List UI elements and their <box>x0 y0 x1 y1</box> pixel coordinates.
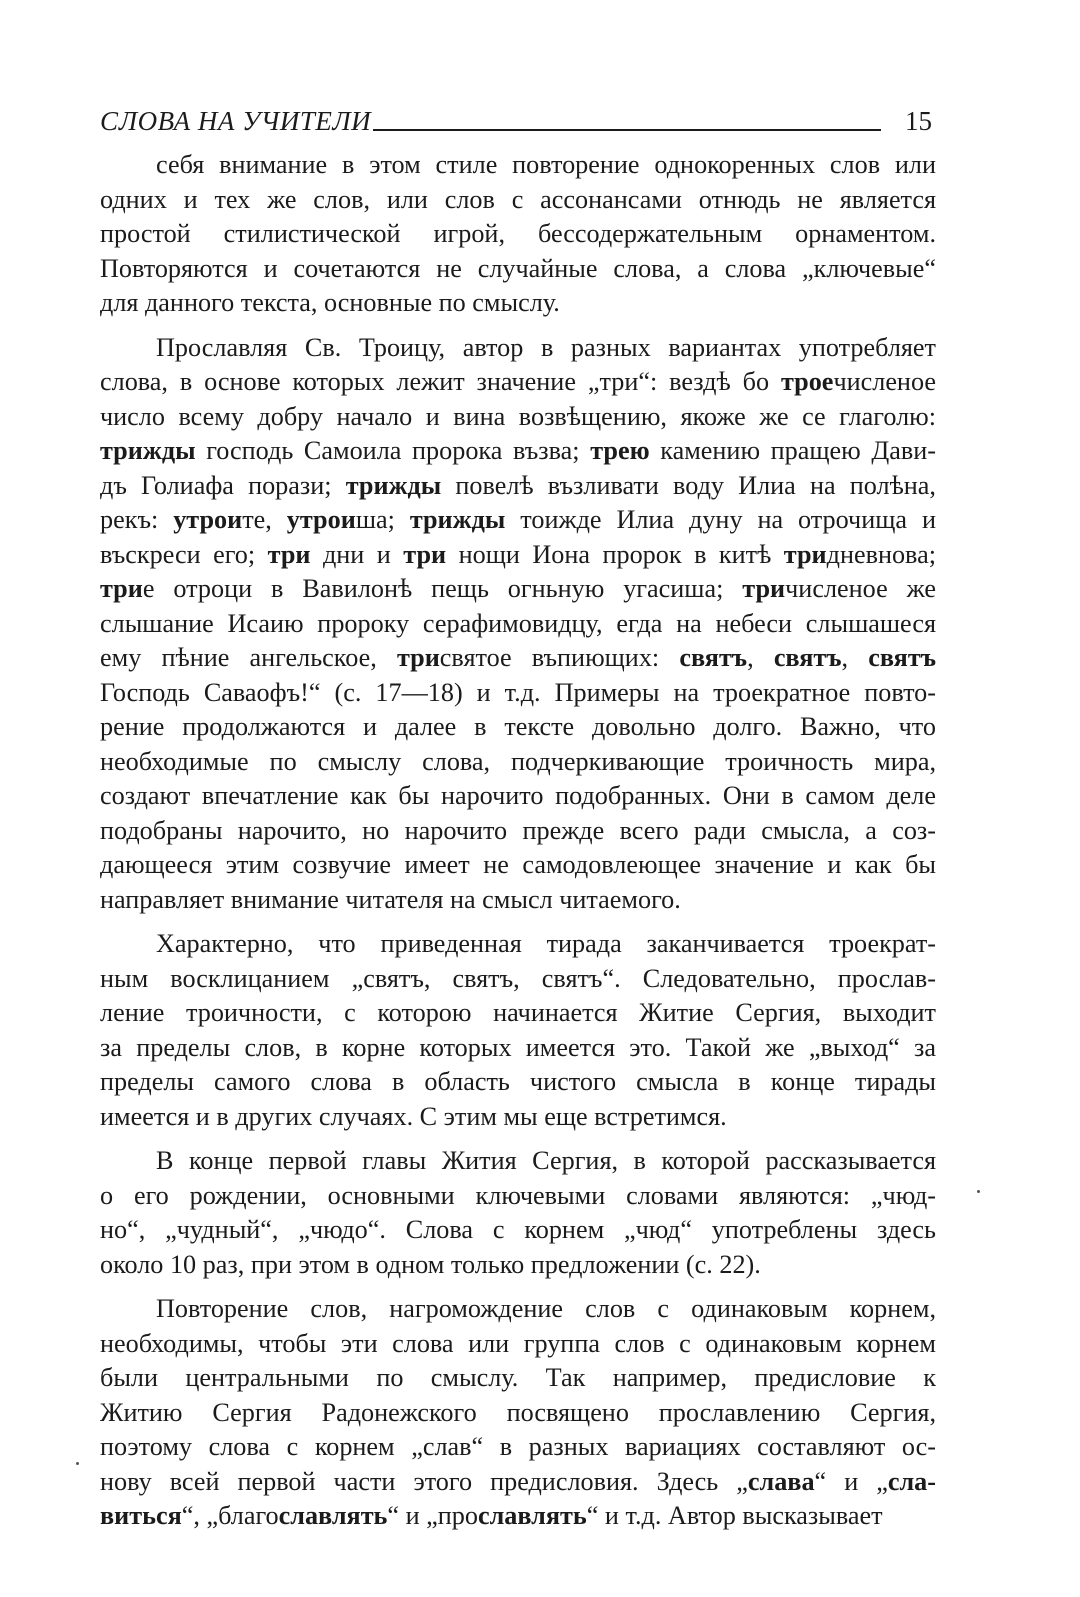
text-line <box>100 814 936 849</box>
text-run: были центральными по смыслу. Так например, предисловие к <box>100 1363 936 1392</box>
book-page <box>100 0 936 1597</box>
bold-emphasis: виться <box>100 1501 182 1530</box>
stray-mark <box>977 1190 980 1193</box>
text-line <box>100 996 936 1031</box>
text-line <box>100 1430 936 1465</box>
text-run: те, <box>242 505 287 534</box>
text-run: В конце первой главы Жития Сергия, в которой рассказывается <box>156 1146 936 1175</box>
text-run: “ и „ <box>814 1466 888 1496</box>
text-run: необходимые по смыслу слова, подчеркивающие троичность мира, <box>100 746 936 776</box>
text-run: ление троичности, с которою начинается Житие Сергия, выходит <box>100 998 936 1027</box>
paragraph <box>100 927 936 1134</box>
text-line <box>100 469 936 504</box>
text-line <box>100 1031 936 1066</box>
text-run: направляет внимание читателя на смысл читаемого. <box>100 884 681 914</box>
text-line <box>100 217 936 252</box>
text-run: тоижде Илиа дуну на отрочища и <box>505 505 936 534</box>
text-line <box>100 1361 936 1396</box>
paragraph <box>100 1292 936 1534</box>
text-line <box>100 252 936 287</box>
text-run: о его рождении, основными ключевыми словами являются: „чюд- <box>100 1180 936 1210</box>
bold-emphasis: три <box>396 643 440 672</box>
text-run: дневнова; <box>826 539 936 569</box>
text-run: для данного текста, основные по смыслу. <box>100 288 560 317</box>
paragraph <box>100 331 936 918</box>
text-run: дъ Голиафа порази; <box>100 470 346 500</box>
text-run: простой стилистической игрой, бессодержательным орнаментом. <box>100 219 936 248</box>
text-run: нощи Иона пророк в китѣ <box>446 539 784 569</box>
text-line <box>100 883 936 918</box>
text-run: , <box>841 643 869 672</box>
text-line <box>100 183 936 218</box>
text-run: одних и тех же слов, или слов с ассонансами отнюдь не является <box>100 184 936 214</box>
bold-emphasis: утрои <box>173 505 243 534</box>
text-run: себя внимание в этом стиле повторение однокоренных слов или <box>156 150 936 179</box>
text-line <box>100 1396 936 1431</box>
text-line <box>100 848 936 883</box>
text-line <box>100 400 936 435</box>
bold-emphasis: три <box>742 574 786 603</box>
text-line <box>100 1213 936 1248</box>
text-run: число всему добру начало и вина возвѣщению, якоже же се глаголю: <box>100 401 936 431</box>
text-line <box>100 607 936 642</box>
text-run: нову всей первой части этого предисловия. Здесь „ <box>100 1466 748 1496</box>
text-run: камению пращею Дави- <box>649 436 936 465</box>
text-line <box>100 710 936 745</box>
bold-emphasis: святъ <box>773 643 842 672</box>
text-line <box>100 538 936 573</box>
body-text <box>100 148 936 1544</box>
text-run: Характерно, что приведенная тирада заканчивается троекрат- <box>156 929 936 958</box>
text-line <box>100 148 936 183</box>
text-line <box>100 572 936 607</box>
text-line <box>100 365 936 400</box>
text-run: имеется и в других случаях. С этим мы еще встретимся. <box>100 1101 727 1131</box>
text-run: ным восклицанием „святъ, святъ, святъ“. Следовательно, прослав- <box>100 963 936 993</box>
text-line <box>100 1499 936 1534</box>
text-run: Повторение слов, нагромождение слов с одинаковым корнем, <box>156 1294 936 1323</box>
text-run: поэтому слова с корнем „слав“ в разных вариациях составляют ос- <box>100 1432 936 1461</box>
bold-emphasis: три <box>403 539 447 569</box>
text-line <box>100 1144 936 1179</box>
paragraph <box>100 148 936 321</box>
bold-emphasis: трое <box>780 367 834 396</box>
header-rule <box>373 129 881 131</box>
text-line <box>100 434 936 469</box>
page-number: 15 <box>905 106 932 136</box>
text-run: но“, „чудный“, „чюдо“. Слова с корнем „чюд“ употреблены здесь <box>100 1215 936 1244</box>
text-run: въскреси его; <box>100 539 268 569</box>
text-run: пределы самого слова в область чистого смысла в конце тирады <box>100 1067 936 1096</box>
text-line <box>100 1065 936 1100</box>
text-run: за пределы слов, в корне которых имеется это. Такой же „выход“ за <box>100 1032 936 1062</box>
text-line <box>100 1292 936 1327</box>
bold-emphasis: сла- <box>887 1466 936 1496</box>
bold-emphasis: три <box>267 539 311 569</box>
text-run: Прославляя Св. Троицу, автор в разных вариантах употребляет <box>156 332 936 362</box>
bold-emphasis: трею <box>590 436 650 465</box>
text-line <box>100 1327 936 1362</box>
text-line <box>100 779 936 814</box>
text-run: Повторяются и сочетаются не случайные слова, а слова „ключевые“ <box>100 253 936 283</box>
text-run: около 10 раз, при этом в одном только предложении (с. 22). <box>100 1249 761 1279</box>
text-run: создают впечатление как бы нарочито подобранных. Они в самом деле <box>100 781 936 810</box>
bold-emphasis: трижды <box>345 470 442 500</box>
text-run: рение продолжаются и далее в тексте довольно долго. Важно, что <box>100 712 936 741</box>
paragraph <box>100 1144 936 1282</box>
bold-emphasis: слава <box>747 1466 815 1496</box>
text-run: повелѣ възливати воду Илиа на полѣна, <box>441 470 936 500</box>
text-run: рекъ: <box>100 505 174 534</box>
text-line <box>100 503 936 538</box>
text-line <box>100 1179 936 1214</box>
running-title: СЛОВА НА УЧИТЕЛИ <box>100 106 372 136</box>
text-line <box>100 1100 936 1135</box>
text-line <box>100 641 936 676</box>
text-line <box>100 745 936 780</box>
bold-emphasis: трижды <box>100 436 196 465</box>
text-run: господь Самоила пророка възва; <box>195 436 591 465</box>
text-line <box>100 927 936 962</box>
text-run: “ и „про <box>387 1501 478 1530</box>
text-run: святое въпиющих: <box>439 643 680 672</box>
text-line <box>100 676 936 711</box>
text-line <box>100 331 936 366</box>
text-run: ша; <box>355 505 410 534</box>
running-head <box>100 95 936 135</box>
bold-emphasis: славлять <box>278 1501 388 1530</box>
text-run: дающееся этим созвучие имеет не самодовлеющее значение и как бы <box>100 850 936 879</box>
text-line <box>100 286 936 321</box>
text-run: необходимы, чтобы эти слова или группа слов с одинаковым корнем <box>100 1328 936 1358</box>
bold-emphasis: святъ <box>679 643 748 672</box>
bold-emphasis: святъ <box>868 643 936 672</box>
text-run: “ и т.д. Автор высказывает <box>586 1501 883 1530</box>
text-run: дни и <box>310 539 404 569</box>
bold-emphasis: утрои <box>286 505 356 534</box>
bold-emphasis: три <box>100 574 143 603</box>
bold-emphasis: трижды <box>409 505 506 534</box>
text-run: слышание Исаию пророку серафимовидцу, егда на небеси слышашеся <box>100 608 936 638</box>
text-run: “, „благо <box>181 1501 279 1530</box>
bold-emphasis: славлять <box>477 1501 587 1530</box>
text-run: слова, в основе которых лежит значение „три“: вездѣ бо <box>100 367 781 396</box>
text-run: Житию Сергия Радонежского посвящено прославлению Сергия, <box>100 1397 936 1427</box>
text-run: е отроци в Вавилонѣ пещь огньную угасиша; <box>142 574 743 603</box>
bold-emphasis: три <box>783 539 827 569</box>
text-line <box>100 1248 936 1283</box>
text-run: Господь Саваофъ!“ (с. 17—18) и т.д. Примеры на троекратное повто- <box>100 677 936 707</box>
text-line <box>100 962 936 997</box>
text-run: ему пѣние ангельское, <box>100 643 397 672</box>
text-run: численое же <box>785 574 936 603</box>
stray-mark <box>76 1462 79 1465</box>
text-run: численое <box>833 367 936 396</box>
text-run: , <box>747 643 774 672</box>
text-run: подобраны нарочито, но нарочито прежде всего ради смысла, а соз- <box>100 815 936 845</box>
text-line <box>100 1465 936 1500</box>
